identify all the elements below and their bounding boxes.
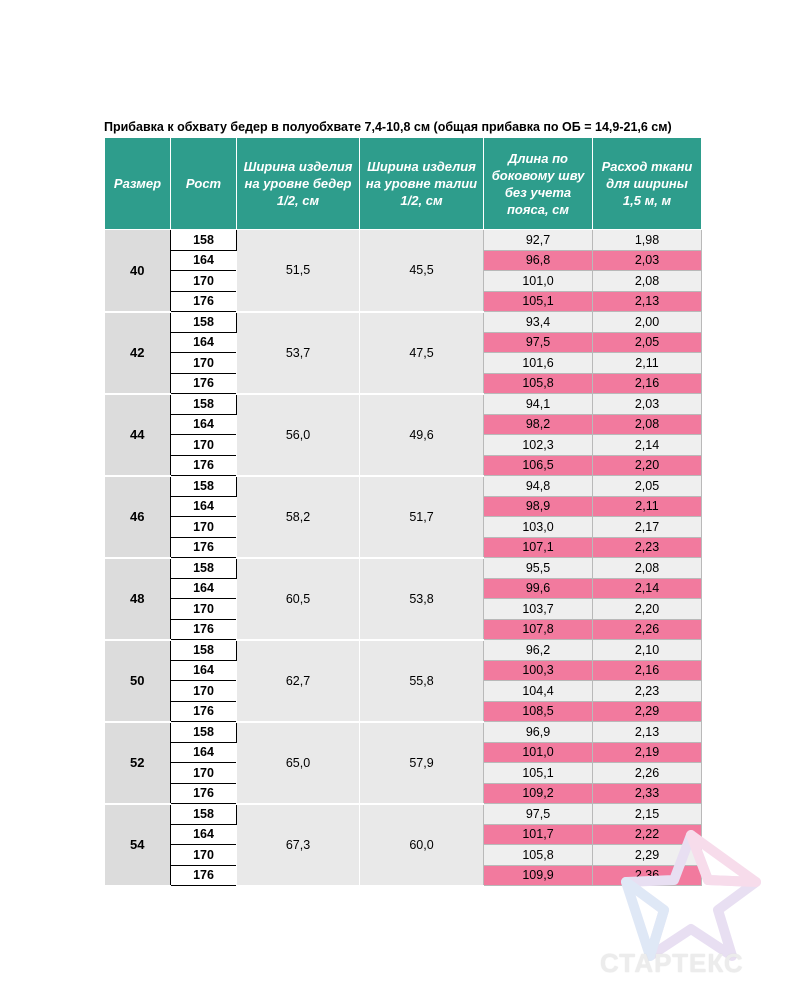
fabric-consumption-cell: 2,23 <box>593 681 702 702</box>
fabric-consumption-cell: 2,13 <box>593 291 702 312</box>
fabric-consumption-cell: 2,17 <box>593 517 702 538</box>
fabric-consumption-cell: 2,05 <box>593 332 702 353</box>
height-cell: 164 <box>171 578 237 599</box>
size-cell: 50 <box>105 640 171 722</box>
side-length-cell: 100,3 <box>484 660 593 681</box>
hip-width-cell: 62,7 <box>237 640 360 722</box>
side-length-cell: 96,8 <box>484 250 593 271</box>
fabric-consumption-cell: 2,36 <box>593 865 702 886</box>
fabric-consumption-cell: 2,23 <box>593 537 702 558</box>
fabric-consumption-cell: 2,14 <box>593 578 702 599</box>
header-size: Размер <box>105 138 171 230</box>
fabric-consumption-cell: 2,10 <box>593 640 702 661</box>
height-cell: 164 <box>171 824 237 845</box>
waist-width-cell: 49,6 <box>360 394 484 476</box>
size-cell: 52 <box>105 722 171 804</box>
height-cell: 176 <box>171 373 237 394</box>
side-length-cell: 99,6 <box>484 578 593 599</box>
height-cell: 176 <box>171 619 237 640</box>
fabric-consumption-cell: 2,05 <box>593 476 702 497</box>
fabric-consumption-cell: 2,03 <box>593 394 702 415</box>
height-cell: 164 <box>171 332 237 353</box>
height-cell: 170 <box>171 845 237 866</box>
header-side-length: Длина по боковому шву без учета пояса, см <box>484 138 593 230</box>
table-row <box>105 394 702 415</box>
fabric-consumption-cell: 2,14 <box>593 435 702 456</box>
side-length-cell: 98,2 <box>484 414 593 435</box>
side-length-cell: 98,9 <box>484 496 593 517</box>
fabric-consumption-cell: 2,00 <box>593 312 702 333</box>
size-cell: 46 <box>105 476 171 558</box>
height-cell: 158 <box>171 722 237 743</box>
side-length-cell: 92,7 <box>484 230 593 251</box>
waist-width-cell: 47,5 <box>360 312 484 394</box>
waist-width-cell: 60,0 <box>360 804 484 886</box>
side-length-cell: 94,8 <box>484 476 593 497</box>
height-cell: 158 <box>171 394 237 415</box>
height-cell: 164 <box>171 250 237 271</box>
fabric-consumption-cell: 2,08 <box>593 271 702 292</box>
table-row <box>105 804 702 825</box>
fabric-consumption-cell: 2,15 <box>593 804 702 825</box>
side-length-cell: 103,0 <box>484 517 593 538</box>
side-length-cell: 105,1 <box>484 291 593 312</box>
fabric-consumption-cell: 2,20 <box>593 455 702 476</box>
side-length-cell: 101,7 <box>484 824 593 845</box>
header-hip-width: Ширина изделия на уровне бедер 1/2, см <box>237 138 360 230</box>
side-length-cell: 105,8 <box>484 845 593 866</box>
hip-width-cell: 53,7 <box>237 312 360 394</box>
table-header-row <box>105 138 702 230</box>
size-cell: 44 <box>105 394 171 476</box>
height-cell: 170 <box>171 353 237 374</box>
side-length-cell: 105,1 <box>484 763 593 784</box>
side-length-cell: 102,3 <box>484 435 593 456</box>
fabric-consumption-cell: 2,16 <box>593 373 702 394</box>
hip-width-cell: 51,5 <box>237 230 360 312</box>
fabric-consumption-cell: 1,98 <box>593 230 702 251</box>
table-row <box>105 230 702 251</box>
fabric-consumption-cell: 2,26 <box>593 763 702 784</box>
fabric-consumption-cell: 2,22 <box>593 824 702 845</box>
height-cell: 158 <box>171 230 237 251</box>
waist-width-cell: 55,8 <box>360 640 484 722</box>
height-cell: 170 <box>171 681 237 702</box>
side-length-cell: 94,1 <box>484 394 593 415</box>
side-length-cell: 109,2 <box>484 783 593 804</box>
side-length-cell: 105,8 <box>484 373 593 394</box>
side-length-cell: 93,4 <box>484 312 593 333</box>
hip-width-cell: 60,5 <box>237 558 360 640</box>
fabric-consumption-cell: 2,11 <box>593 353 702 374</box>
height-cell: 164 <box>171 496 237 517</box>
side-length-cell: 97,5 <box>484 804 593 825</box>
table-row <box>105 558 702 579</box>
height-cell: 176 <box>171 455 237 476</box>
height-cell: 176 <box>171 291 237 312</box>
side-length-cell: 96,2 <box>484 640 593 661</box>
height-cell: 158 <box>171 476 237 497</box>
fabric-consumption-cell: 2,20 <box>593 599 702 620</box>
waist-width-cell: 45,5 <box>360 230 484 312</box>
height-cell: 158 <box>171 312 237 333</box>
header-height: Рост <box>171 138 237 230</box>
table-row <box>105 476 702 497</box>
side-length-cell: 109,9 <box>484 865 593 886</box>
height-cell: 176 <box>171 537 237 558</box>
fabric-consumption-cell: 2,08 <box>593 558 702 579</box>
height-cell: 164 <box>171 742 237 763</box>
side-length-cell: 97,5 <box>484 332 593 353</box>
side-length-cell: 107,8 <box>484 619 593 640</box>
fabric-consumption-cell: 2,33 <box>593 783 702 804</box>
height-cell: 176 <box>171 783 237 804</box>
side-length-cell: 101,0 <box>484 271 593 292</box>
side-length-cell: 103,7 <box>484 599 593 620</box>
table-caption: Прибавка к обхвату бедер в полуобхвате 7,4-10,8 см (общая прибавка по ОБ = 14,9-21,6 см) <box>104 120 672 134</box>
height-cell: 164 <box>171 660 237 681</box>
side-length-cell: 107,1 <box>484 537 593 558</box>
fabric-consumption-cell: 2,26 <box>593 619 702 640</box>
fabric-consumption-cell: 2,08 <box>593 414 702 435</box>
fabric-consumption-cell: 2,13 <box>593 722 702 743</box>
side-length-cell: 104,4 <box>484 681 593 702</box>
hip-width-cell: 58,2 <box>237 476 360 558</box>
size-cell: 42 <box>105 312 171 394</box>
height-cell: 170 <box>171 763 237 784</box>
waist-width-cell: 51,7 <box>360 476 484 558</box>
fabric-consumption-cell: 2,29 <box>593 701 702 722</box>
hip-width-cell: 67,3 <box>237 804 360 886</box>
height-cell: 164 <box>171 414 237 435</box>
height-cell: 158 <box>171 804 237 825</box>
height-cell: 176 <box>171 865 237 886</box>
waist-width-cell: 57,9 <box>360 722 484 804</box>
table-row <box>105 722 702 743</box>
table-row <box>105 312 702 333</box>
side-length-cell: 101,0 <box>484 742 593 763</box>
height-cell: 176 <box>171 701 237 722</box>
header-fabric-consumption: Расход ткани для ширины 1,5 м, м <box>593 138 702 230</box>
size-cell: 54 <box>105 804 171 886</box>
size-cell: 40 <box>105 230 171 312</box>
table-row <box>105 640 702 661</box>
waist-width-cell: 53,8 <box>360 558 484 640</box>
size-chart-table <box>104 137 702 887</box>
hip-width-cell: 56,0 <box>237 394 360 476</box>
fabric-consumption-cell: 2,19 <box>593 742 702 763</box>
side-length-cell: 101,6 <box>484 353 593 374</box>
height-cell: 170 <box>171 517 237 538</box>
height-cell: 170 <box>171 599 237 620</box>
height-cell: 158 <box>171 640 237 661</box>
side-length-cell: 96,9 <box>484 722 593 743</box>
height-cell: 158 <box>171 558 237 579</box>
height-cell: 170 <box>171 435 237 456</box>
side-length-cell: 108,5 <box>484 701 593 722</box>
header-waist-width: Ширина изделия на уровне талии 1/2, см <box>360 138 484 230</box>
fabric-consumption-cell: 2,29 <box>593 845 702 866</box>
height-cell: 170 <box>171 271 237 292</box>
watermark-text: СТАРТЕКС <box>600 948 744 978</box>
fabric-consumption-cell: 2,11 <box>593 496 702 517</box>
size-cell: 48 <box>105 558 171 640</box>
fabric-consumption-cell: 2,16 <box>593 660 702 681</box>
hip-width-cell: 65,0 <box>237 722 360 804</box>
fabric-consumption-cell: 2,03 <box>593 250 702 271</box>
side-length-cell: 95,5 <box>484 558 593 579</box>
side-length-cell: 106,5 <box>484 455 593 476</box>
